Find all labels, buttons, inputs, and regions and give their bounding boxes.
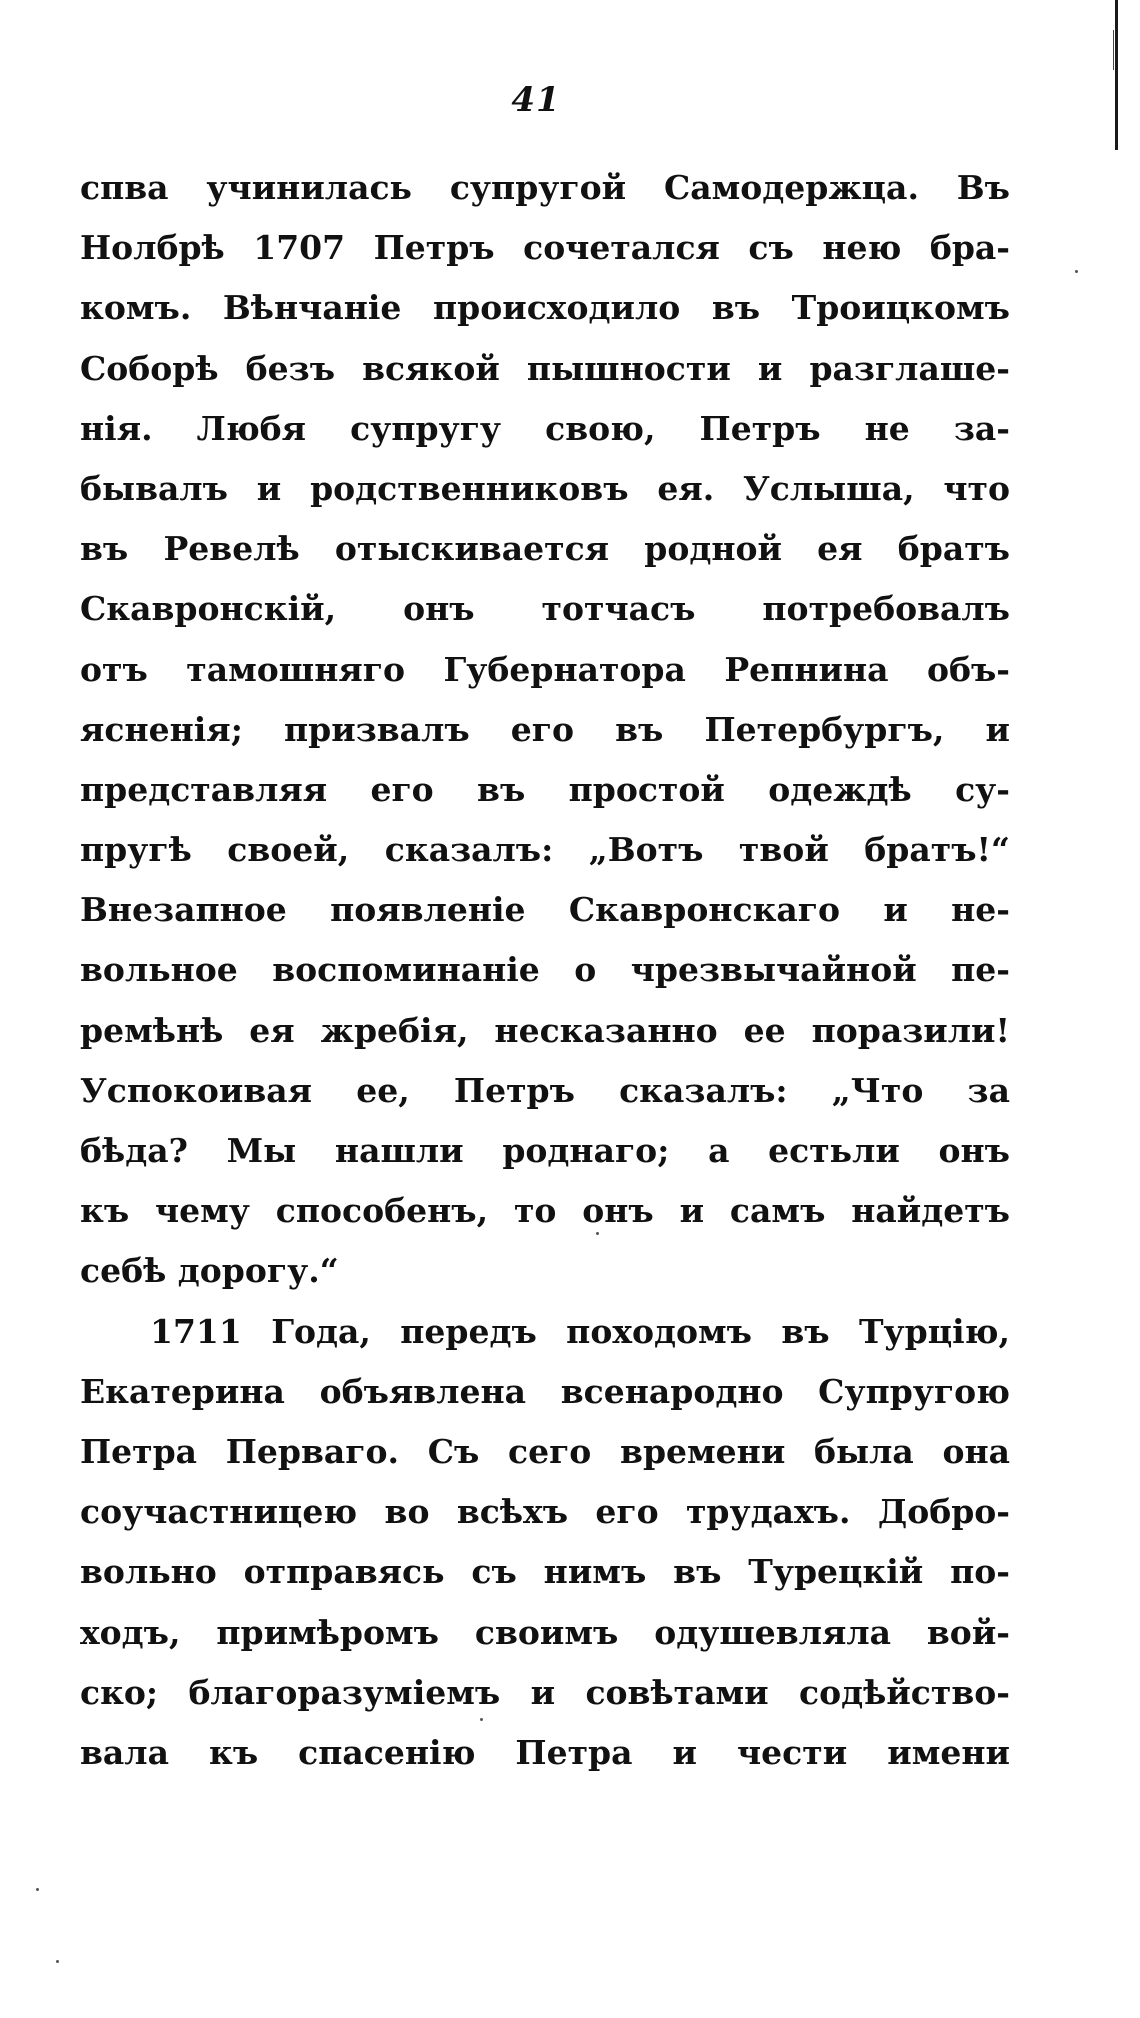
text-line: вала къ спасенію Петра и чести имени [80,1732,1010,1772]
text-line: вольно отправясь съ нимъ въ Турецкій по- [80,1552,1010,1592]
text-line: отъ тамошняго Губернатора Репнина объ- [80,649,1010,689]
text-line: вольное воспоминаніе о чрезвычайной пе- [80,950,1010,990]
ink-speck [56,1960,59,1963]
page-edge-rule-faint [1113,30,1114,70]
text-line: пругѣ своей, сказалъ: „Вотъ твой братъ!“ [80,830,1010,870]
ink-speck [596,1232,599,1235]
page-edge-rule [1115,0,1118,150]
text-line: нія. Любя супругу свою, Петръ не за- [80,408,1010,448]
text-line: соучастницею во всѣхъ его трудахъ. Добро- [80,1492,1010,1532]
text-line: Внезапное появленіе Скавронскаго и не- [80,890,1010,930]
text-line: представляя его въ простой одеждѣ су- [80,769,1010,809]
text-line: Скавронскій, онъ тотчасъ потребовалъ [80,589,1010,629]
text-line: ремѣнѣ ея жребія, несказанно ее поразили! [80,1010,1010,1050]
text-line: бывалъ и родственниковъ ея. Услыша, что [80,468,1010,508]
text-line: бѣда? Мы нашли роднаго; а естьли онъ [80,1131,1010,1170]
text-line: Петра Перваго. Съ сего времени была она [80,1431,1010,1471]
text-line: себѣ дорогу.“ [80,1251,339,1291]
text-line: Соборѣ безъ всякой пышности и разглаше- [80,348,1010,388]
text-line: ясненія; призвалъ его въ Петербургъ, и [80,709,1010,749]
ink-speck [36,1888,39,1891]
body-text [80,158,1010,1783]
text-line: въ Ревелѣ отыскивается родной ея братъ [80,529,1010,569]
text-line: Екатерина объявлена всенародно Супругою [80,1371,1010,1411]
text-line: комъ. Вѣнчаніе происходило въ Троицкомъ [80,288,1010,328]
text-line: Нолбрѣ 1707 Петръ сочетался съ нею бра- [80,228,1010,268]
text-line: 1711 Года, передъ походомъ въ Турцію, [150,1311,1010,1351]
text-line: къ чему способенъ, то онъ и самъ найдетъ [80,1191,1010,1231]
ink-speck [1075,270,1078,273]
ink-speck [480,1718,483,1721]
text-line: спва учинилась супругой Самодержца. Въ [80,168,1010,207]
page-number: 41 [511,80,561,120]
text-line: ско; благоразуміемъ и совѣтами содѣйство- [80,1672,1010,1712]
text-line: Успокоивая ее, Петръ сказалъ: „Что за [80,1070,1010,1110]
text-line: ходъ, примѣромъ своимъ одушевляла вой- [80,1612,1010,1652]
